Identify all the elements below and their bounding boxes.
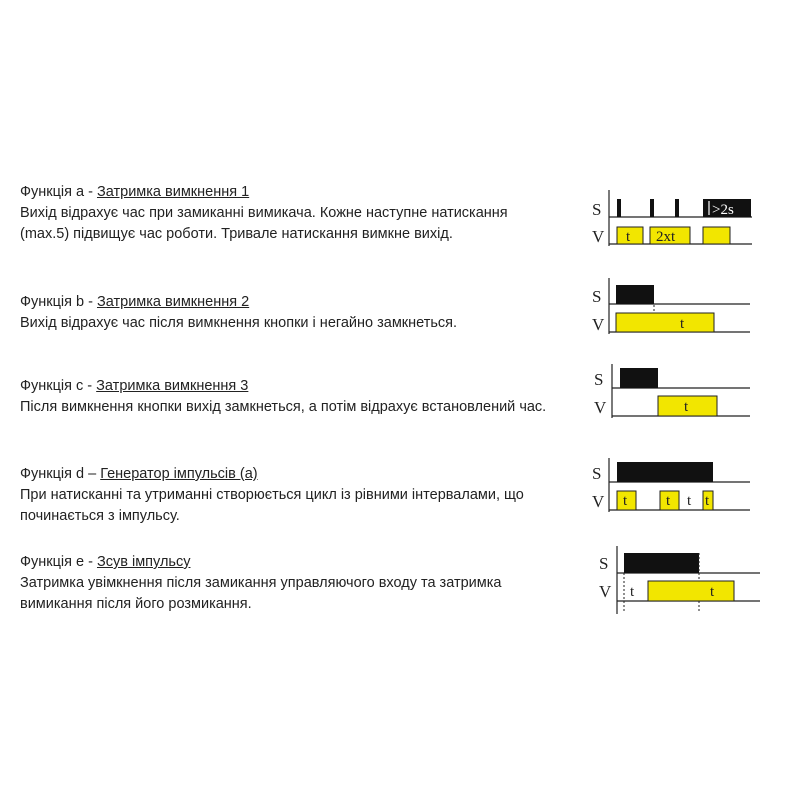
function-b-description: Вихід відрахує час після вимкнення кнопки і негайно замкнеться. <box>20 315 458 331</box>
diagram-a-t-label: t <box>626 229 631 245</box>
diagram-d-t-label: t <box>623 493 628 509</box>
diagram-e-s-signal <box>624 553 699 573</box>
diagram-c <box>594 364 750 418</box>
diagram-b-s-label: S <box>592 287 602 306</box>
diagram-c-s-label: S <box>594 370 604 389</box>
diagram-e-s-label: S <box>599 554 609 573</box>
diagram-b-s-signal <box>616 285 654 304</box>
function-b-title: Затримка вимкнення 2 <box>96 294 250 310</box>
diagram-a-v-label: V <box>592 227 605 246</box>
function-e-prefix: Функція e - <box>20 554 97 570</box>
diagram-d-v-label: V <box>592 492 605 511</box>
function-b-prefix: Функція b - <box>20 294 97 310</box>
diagram-d-t-label: t <box>705 493 710 509</box>
function-c-description: Після вимкнення кнопки вихід замкнеться, а потім відрахує встановлений час. <box>20 399 547 415</box>
diagram-a-s-pulse <box>675 199 679 217</box>
diagram-a-v-pulse <box>703 227 730 244</box>
function-a-title: Затримка вимкнення 1 <box>96 184 250 200</box>
diagram-b-v-signal <box>616 313 714 332</box>
function-d-title: Генератор імпульсів (a) <box>100 466 258 482</box>
function-e-description: Затримка увімкнення після замикання управляючого входу та затримка вимикання після його розмикання. <box>20 575 502 612</box>
diagram-b <box>592 278 750 334</box>
function-d-prefix: Функція d – <box>20 466 101 482</box>
diagram-a-s-pulse <box>617 199 621 217</box>
diagram-e <box>599 546 760 614</box>
function-a-prefix: Функція a - <box>20 184 97 200</box>
function-e-title: Зсув імпульсу <box>96 554 191 570</box>
function-d-description: При натисканні та утриманні створюється цикл із рівними інтервалами, що починається з імпульсу. <box>20 487 524 524</box>
diagram-d-s-label: S <box>592 464 602 483</box>
diagram-a-s-pulse <box>650 199 654 217</box>
diagram-d <box>592 458 750 512</box>
diagram-b-t-label: t <box>680 316 685 332</box>
diagram-e-v-signal <box>648 581 734 601</box>
diagram-e-v-label: V <box>599 582 612 601</box>
diagram-e-t-label: t <box>630 584 635 600</box>
diagram-c-s-signal <box>620 368 658 388</box>
function-a-description: Вихід відрахує час при замиканні вимикача. Кожне наступне натискання (max.5) підвищує час роботи. Тривале натискання вимкне вихід. <box>20 205 508 242</box>
diagram-c-t-label: t <box>684 399 689 415</box>
diagram-a-2xt-label: 2xt <box>656 229 676 245</box>
diagram-a-long-label: >2s <box>712 202 734 218</box>
diagram-c-v-label: V <box>594 398 607 417</box>
diagram-d-t-label: t <box>666 493 671 509</box>
diagram-a <box>592 190 752 246</box>
diagram-d-s-signal <box>617 462 713 482</box>
function-c-prefix: Функція c - <box>20 378 97 394</box>
diagram-b-v-label: V <box>592 315 605 334</box>
diagram-e-t-label: t <box>710 584 715 600</box>
diagram-a-s-label: S <box>592 200 602 219</box>
diagram-d-t-label: t <box>687 493 692 509</box>
function-c-title: Затримка вимкнення 3 <box>96 378 249 394</box>
